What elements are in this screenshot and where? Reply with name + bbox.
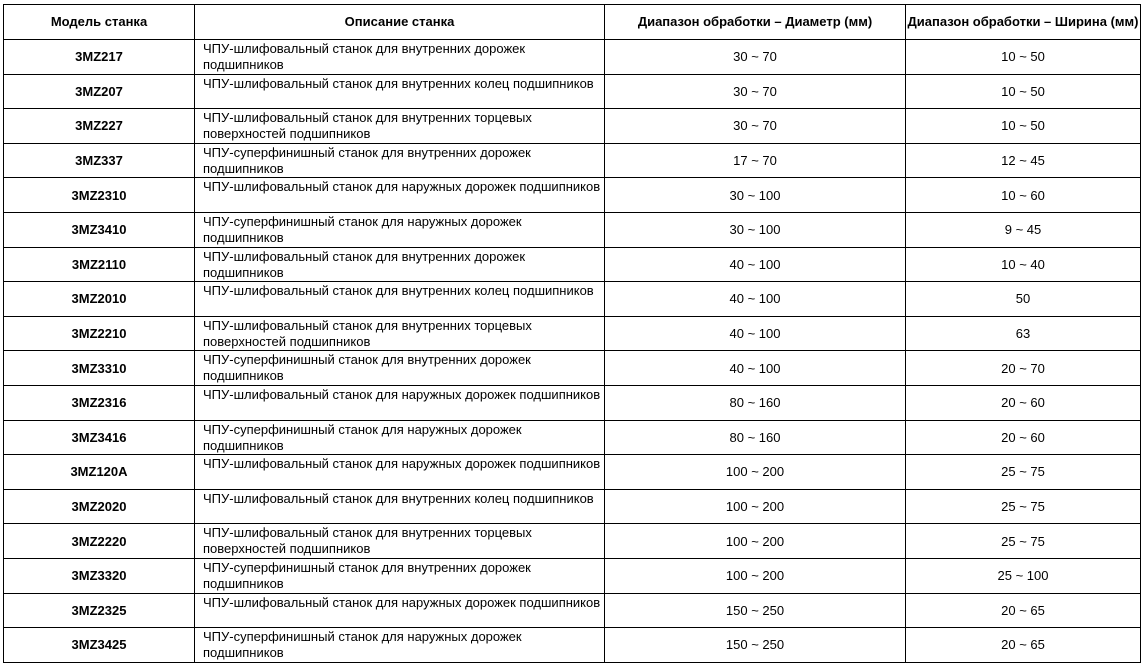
header-description: Описание станка [195, 5, 605, 40]
table-row [4, 247, 1141, 282]
diameter-cell: 30 ~ 100 [605, 178, 906, 213]
diameter-cell: 17 ~ 70 [605, 143, 906, 178]
width-cell: 10 ~ 40 [906, 247, 1141, 282]
table-row [4, 628, 1141, 663]
width-cell: 12 ~ 45 [906, 143, 1141, 178]
model-cell: 3MZ3320 [4, 558, 195, 593]
table-row [4, 178, 1141, 213]
description-cell: ЧПУ-шлифовальный станок для внутренних торцевых поверхностей подшипников [195, 524, 605, 559]
model-cell: 3MZ3416 [4, 420, 195, 455]
width-cell: 9 ~ 45 [906, 212, 1141, 247]
model-cell: 3MZ2020 [4, 489, 195, 524]
width-cell: 10 ~ 50 [906, 40, 1141, 75]
table-body [4, 40, 1141, 663]
width-cell: 25 ~ 75 [906, 524, 1141, 559]
model-cell: 3MZ217 [4, 40, 195, 75]
table-header [4, 5, 1141, 40]
table-row [4, 109, 1141, 144]
description-cell: ЧПУ-суперфинишный станок для внутренних дорожек подшипников [195, 143, 605, 178]
description-cell: ЧПУ-шлифовальный станок для наружных дорожек подшипников [195, 593, 605, 628]
width-cell: 10 ~ 50 [906, 74, 1141, 109]
width-cell: 50 [906, 282, 1141, 317]
diameter-cell: 100 ~ 200 [605, 524, 906, 559]
table-row [4, 74, 1141, 109]
table-row [4, 524, 1141, 559]
width-cell: 20 ~ 65 [906, 593, 1141, 628]
machine-spec-table [3, 4, 1141, 663]
diameter-cell: 150 ~ 250 [605, 628, 906, 663]
table-row [4, 282, 1141, 317]
header-row [4, 5, 1141, 40]
spec-table-container [3, 4, 1141, 663]
description-cell: ЧПУ-суперфинишный станок для наружных дорожек подшипников [195, 420, 605, 455]
diameter-cell: 150 ~ 250 [605, 593, 906, 628]
diameter-cell: 40 ~ 100 [605, 351, 906, 386]
diameter-cell: 80 ~ 160 [605, 385, 906, 420]
width-cell: 10 ~ 60 [906, 178, 1141, 213]
description-cell: ЧПУ-суперфинишный станок для внутренних дорожек подшипников [195, 351, 605, 386]
width-cell: 25 ~ 75 [906, 489, 1141, 524]
description-cell: ЧПУ-шлифовальный станок для наружных дорожек подшипников [195, 385, 605, 420]
description-cell: ЧПУ-суперфинишный станок для внутренних дорожек подшипников [195, 558, 605, 593]
diameter-cell: 40 ~ 100 [605, 247, 906, 282]
width-cell: 25 ~ 100 [906, 558, 1141, 593]
width-cell: 10 ~ 50 [906, 109, 1141, 144]
description-cell: ЧПУ-шлифовальный станок для внутренних колец подшипников [195, 74, 605, 109]
width-cell: 63 [906, 316, 1141, 351]
table-row [4, 212, 1141, 247]
width-cell: 20 ~ 65 [906, 628, 1141, 663]
model-cell: 3MZ3410 [4, 212, 195, 247]
model-cell: 3MZ2310 [4, 178, 195, 213]
model-cell: 3MZ2210 [4, 316, 195, 351]
width-cell: 25 ~ 75 [906, 455, 1141, 490]
header-diameter-range: Диапазон обработки – Диаметр (мм) [605, 5, 906, 40]
diameter-cell: 40 ~ 100 [605, 282, 906, 317]
description-cell: ЧПУ-шлифовальный станок для внутренних колец подшипников [195, 489, 605, 524]
model-cell: 3MZ227 [4, 109, 195, 144]
table-row [4, 316, 1141, 351]
model-cell: 3MZ2325 [4, 593, 195, 628]
description-cell: ЧПУ-шлифовальный станок для внутренних торцевых поверхностей подшипников [195, 316, 605, 351]
description-cell: ЧПУ-шлифовальный станок для наружных дорожек подшипников [195, 455, 605, 490]
header-model: Модель станка [4, 5, 195, 40]
diameter-cell: 30 ~ 70 [605, 74, 906, 109]
description-cell: ЧПУ-шлифовальный станок для внутренних дорожек подшипников [195, 247, 605, 282]
diameter-cell: 100 ~ 200 [605, 558, 906, 593]
model-cell: 3MZ2220 [4, 524, 195, 559]
table-row [4, 455, 1141, 490]
model-cell: 3MZ120A [4, 455, 195, 490]
width-cell: 20 ~ 60 [906, 385, 1141, 420]
diameter-cell: 80 ~ 160 [605, 420, 906, 455]
model-cell: 3MZ337 [4, 143, 195, 178]
diameter-cell: 100 ~ 200 [605, 455, 906, 490]
diameter-cell: 40 ~ 100 [605, 316, 906, 351]
description-cell: ЧПУ-суперфинишный станок для наружных дорожек подшипников [195, 212, 605, 247]
model-cell: 3MZ2010 [4, 282, 195, 317]
table-row [4, 351, 1141, 386]
table-row [4, 558, 1141, 593]
width-cell: 20 ~ 60 [906, 420, 1141, 455]
diameter-cell: 30 ~ 100 [605, 212, 906, 247]
diameter-cell: 30 ~ 70 [605, 109, 906, 144]
description-cell: ЧПУ-суперфинишный станок для наружных дорожек подшипников [195, 628, 605, 663]
model-cell: 3MZ2316 [4, 385, 195, 420]
table-row [4, 420, 1141, 455]
description-cell: ЧПУ-шлифовальный станок для внутренних дорожек подшипников [195, 40, 605, 75]
table-row [4, 489, 1141, 524]
description-cell: ЧПУ-шлифовальный станок для наружных дорожек подшипников [195, 178, 605, 213]
table-row [4, 385, 1141, 420]
width-cell: 20 ~ 70 [906, 351, 1141, 386]
model-cell: 3MZ3310 [4, 351, 195, 386]
table-row [4, 40, 1141, 75]
model-cell: 3MZ2110 [4, 247, 195, 282]
description-cell: ЧПУ-шлифовальный станок для внутренних торцевых поверхностей подшипников [195, 109, 605, 144]
table-row [4, 143, 1141, 178]
description-cell: ЧПУ-шлифовальный станок для внутренних колец подшипников [195, 282, 605, 317]
diameter-cell: 30 ~ 70 [605, 40, 906, 75]
model-cell: 3MZ3425 [4, 628, 195, 663]
table-row [4, 593, 1141, 628]
header-width-range: Диапазон обработки – Ширина (мм) [906, 5, 1141, 40]
model-cell: 3MZ207 [4, 74, 195, 109]
diameter-cell: 100 ~ 200 [605, 489, 906, 524]
